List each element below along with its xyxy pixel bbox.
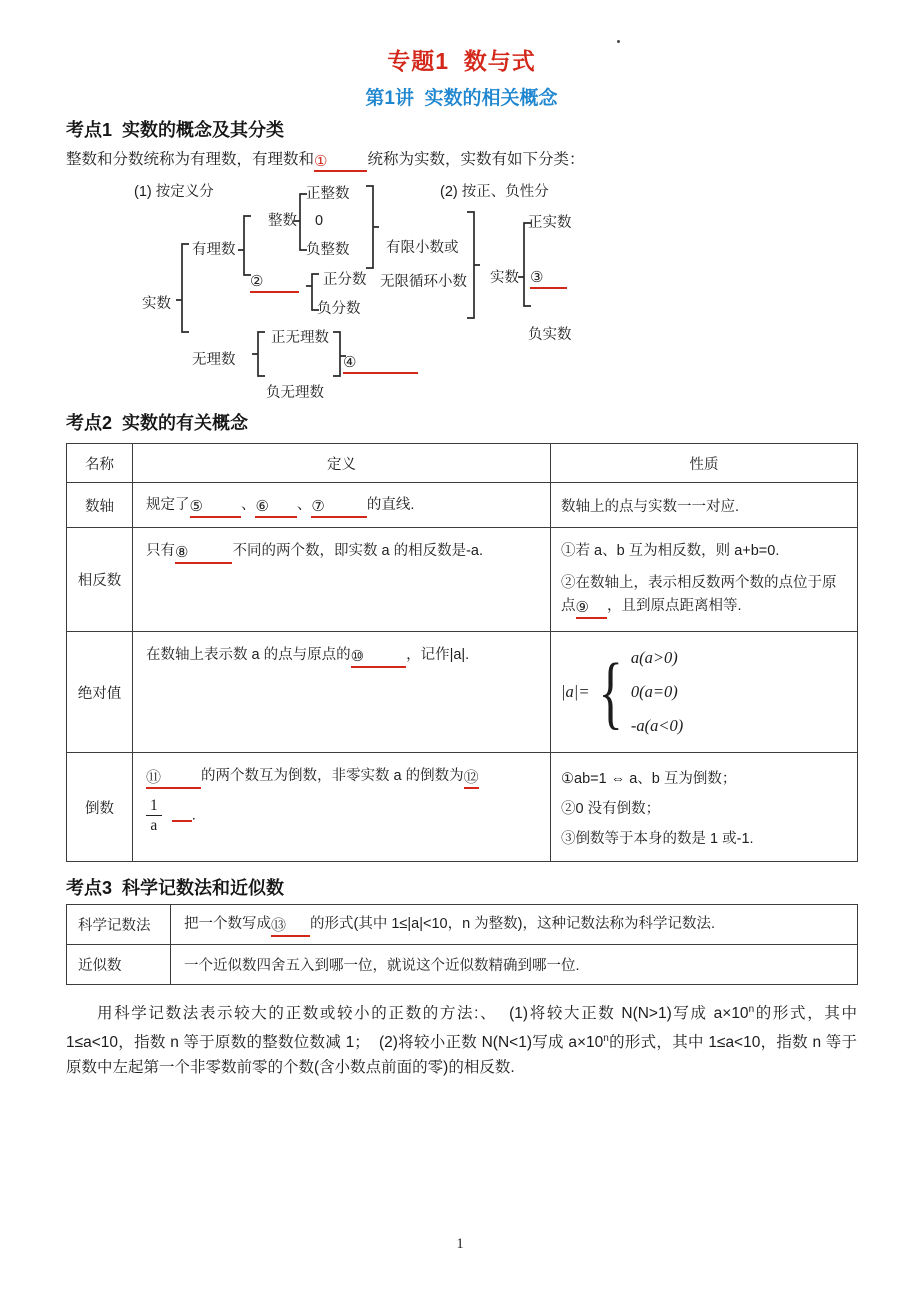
fill-blank-11 (146, 769, 201, 789)
header-name: 名称 (67, 444, 133, 483)
section3-heading: 考点3 科学记数法和近似数 (66, 878, 285, 898)
case-negative: -a(a<0) (630, 716, 684, 735)
intro-text-2: 统称为实数，实数有如下分类： (367, 151, 585, 168)
circled-10: ⑩ (350, 648, 365, 665)
node-neg-real: 负实数 (528, 327, 572, 343)
bracket-real2 (518, 223, 531, 306)
table-row (67, 528, 858, 632)
node-irrational: 无理数 (192, 352, 236, 368)
reciprocal-prop-1: ①ab=1 ⇔ a、b 互为倒数； (561, 771, 737, 787)
circled-13: ⑬ (271, 917, 287, 934)
fill-blank-3 (530, 268, 567, 289)
cell-scientific-name: 科学记数法 (67, 905, 171, 945)
node-real-2: 实数 (490, 270, 519, 286)
formula-lhs: |a|= (561, 682, 590, 701)
opposite-prop-1: ①若 a、b 互为相反数，则 a+b=0. (561, 543, 780, 559)
fraction-one-over-a: $\frac{1}{a}$ (146, 796, 162, 836)
node-pos-irrational: 正无理数 (271, 330, 329, 346)
diagram-label-1: (1) 按定义分 (134, 184, 214, 200)
circled-11: ⑪ (146, 769, 162, 786)
classification-diagram (66, 180, 857, 412)
cell-reciprocal-prop (551, 753, 858, 862)
section1-heading: 考点1 实数的概念及其分类 (66, 120, 285, 140)
notation-table (66, 904, 858, 985)
table-row (67, 753, 858, 862)
lecture-subtitle: 第1讲 实数的相关概念 (365, 88, 558, 109)
opposite-prop-2: ②在数轴上，表示相反数两个数的点位于原点⑨ ，且到原点距离相等. (561, 572, 849, 619)
fill-blank-13 (271, 917, 310, 937)
section2-heading: 考点2 实数的有关概念 (66, 413, 249, 433)
cell-number-axis-prop: 数轴上的点与实数一一对应. (551, 483, 858, 528)
page-title: 专题1 数与式 (387, 48, 536, 74)
section1-intro (66, 149, 857, 172)
cell-scientific-def: 把一个数写成⑬ 的形式(其中 1≤|a|<10，n 为整数)，这种记数法称为科学记数法. (171, 905, 858, 945)
method-paragraph: 用科学记数法表示较大的正数或较小的正数的方法:、 (1)将较大正数 N(N>1)写成 $a\times 10^n$的形式，其中 1≤a<10，指数 n 等于原数的整数位数减 1； (2)将较小正数 N(N<1)写成 $a\times 10^n$的形式，其中 1≤a<10，指数 n 等于原数中左起第一个非零数前零的个数(含小数点前面的零)的相反数. (66, 1004, 862, 1077)
reciprocal-def-line2: $\frac{1}{a}$ . (146, 796, 540, 836)
circled-6: ⑥ (255, 497, 269, 515)
node-neg-integer: 负整数 (306, 242, 350, 258)
circled-12: ⑫ (463, 769, 479, 786)
node-pos-fraction: 正分数 (323, 272, 367, 288)
circled-9: ⑨ (575, 599, 589, 616)
table-row (67, 483, 858, 528)
header-definition: 定义 (133, 444, 551, 483)
cell-opposite-def: 只有⑧ 不同的两个数，即实数 a 的相反数是-a. (133, 528, 551, 632)
cell-opposite-prop (551, 528, 858, 632)
node-neg-irrational: 负无理数 (266, 385, 324, 401)
cell-absolute-prop (551, 632, 858, 753)
circled-1: ① (314, 153, 328, 170)
circled-7: ⑦ (311, 497, 325, 515)
fill-blank-12 (464, 769, 479, 789)
fill-blank-2 (250, 272, 299, 293)
circled-4: ④ (343, 354, 357, 371)
fill-blank-5 (190, 498, 241, 518)
bracket-rational (238, 216, 251, 275)
table-row (67, 905, 858, 945)
diagram-brackets (66, 180, 920, 412)
node-zero: 0 (315, 213, 324, 229)
cell-approx-def: 一个近似数四舍五入到哪一位，就说这个近似数精确到哪一位. (171, 945, 858, 985)
cell-reciprocal-name: 倒数 (67, 753, 133, 862)
bracket-rational-close (467, 212, 480, 318)
intro-text-1: 整数和分数统称为有理数，有理数和 (66, 151, 315, 168)
node-pos-real: 正实数 (528, 215, 572, 231)
exponent-n-1: n (748, 1004, 755, 1015)
fill-blank-7 (311, 498, 366, 518)
fill-blank-1 (314, 153, 367, 172)
table-header-row (67, 444, 858, 483)
reciprocal-def-line1: ⑪ 的两个数互为倒数，非零实数 a 的倒数为⑫ (146, 764, 540, 789)
cell-number-axis-def: 规定了⑤ 、⑥ 、⑦ 的直线. (133, 483, 551, 528)
page-number: 1 (456, 1236, 464, 1252)
reciprocal-prop-2: ②0 没有倒数； (561, 801, 661, 817)
bracket-irrational (252, 332, 265, 376)
formula-cases (631, 641, 683, 743)
table-row (67, 632, 858, 753)
node-rational: 有理数 (192, 242, 236, 258)
exponent-n-2: n (603, 1033, 609, 1045)
circled-2: ② (250, 273, 264, 290)
node-repeating-decimal: 无限循环小数 (380, 274, 467, 290)
node-pos-integer: 正整数 (306, 186, 350, 202)
fill-blank-4 (343, 353, 418, 374)
concepts-table (66, 443, 858, 862)
diagram-label-2: (2) 按正、负性分 (440, 184, 549, 200)
absolute-value-formula (561, 641, 849, 743)
case-positive: a(a>0) (630, 648, 678, 667)
cell-absolute-def: 在数轴上表示数 a 的点与原点的⑩ ，记作|a|. (133, 632, 551, 753)
node-finite-decimal: 有限小数或 (386, 240, 459, 256)
stray-mark (617, 40, 620, 43)
brace-glyph: { (598, 646, 624, 738)
case-zero: 0(a=0) (630, 682, 678, 701)
fill-blank-9 (576, 599, 607, 619)
circled-5: ⑤ (189, 497, 203, 515)
node-integer: 整数 (268, 213, 297, 229)
fill-blank-10 (351, 648, 406, 668)
bracket-integer-close (366, 186, 379, 268)
cell-reciprocal-def (133, 753, 551, 862)
cell-opposite-name: 相反数 (67, 528, 133, 632)
table-row (67, 945, 858, 985)
bracket-real1 (176, 244, 189, 332)
fill-blank-12-line (172, 806, 192, 822)
fill-blank-8 (175, 544, 232, 564)
cell-approx-name: 近似数 (67, 945, 171, 985)
node-real-1: 实数 (142, 296, 171, 312)
header-property: 性质 (551, 444, 858, 483)
cell-number-axis-name: 数轴 (67, 483, 133, 528)
node-neg-fraction: 负分数 (317, 301, 361, 317)
circled-3: ③ (530, 269, 544, 286)
circled-8: ⑧ (175, 544, 189, 561)
fill-blank-6 (255, 498, 296, 518)
cell-absolute-name: 绝对值 (67, 632, 133, 753)
reciprocal-prop-3: ③倒数等于本身的数是 1 或-1. (561, 831, 754, 847)
